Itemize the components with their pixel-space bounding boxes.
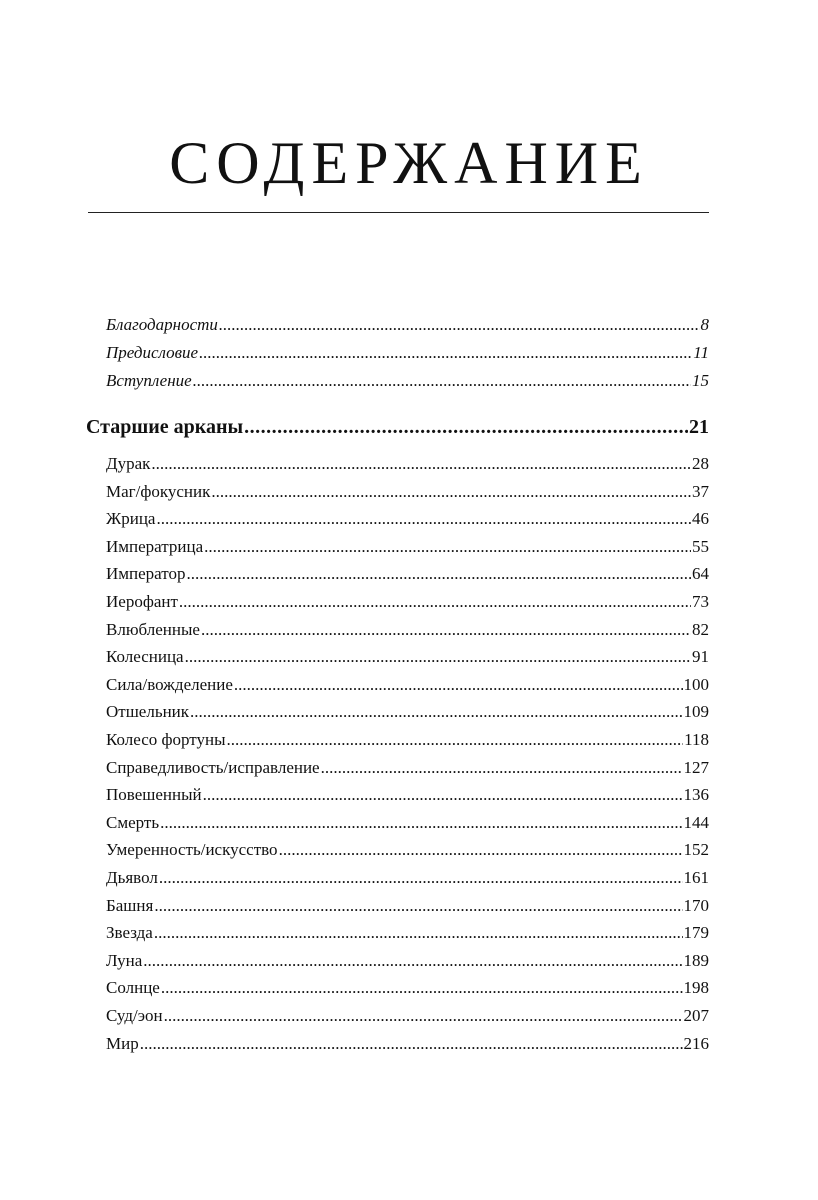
toc-entry-label: Мир [106,1033,139,1053]
dot-leader [204,536,691,558]
toc-entry-arcana[interactable] [106,591,709,613]
toc-entry-label: Императрица [106,536,204,556]
toc-entry-arcana[interactable] [106,757,709,779]
dot-leader [187,563,692,585]
toc-entry-page-number: 207 [683,1006,709,1025]
toc-entry-arcana[interactable] [106,839,709,861]
toc-section-heading[interactable] [86,414,709,440]
toc-entry-arcana[interactable] [106,508,709,530]
toc-entry-label: Справедливость/исправление [106,757,320,777]
toc-entry-page-number: 55 [692,536,709,556]
toc-entry-label: Колесо фортуны [106,730,226,749]
toc-entry-label: Вступление [106,371,192,390]
toc-entry-arcana[interactable] [106,563,709,585]
dot-leader [179,591,691,613]
dot-leader [140,1033,683,1055]
toc-entry-arcana[interactable] [106,922,709,944]
toc-entry-page-number: 109 [683,702,709,722]
toc-entry-page-number: 216 [683,1033,709,1053]
dot-leader [279,839,683,861]
dot-leader [151,453,691,475]
toc-entry-arcana[interactable] [106,453,709,475]
dot-leader [234,674,683,696]
toc-entry-page-number: 118 [684,730,709,749]
toc-entry-page-number: 189 [683,950,709,970]
toc-entry-arcana[interactable] [106,619,709,641]
toc-entry-arcana[interactable] [106,784,709,806]
toc-entry-arcana[interactable] [106,812,709,834]
toc-entry-page-number: 100 [683,674,709,694]
dot-leader [160,812,682,834]
toc-entry-page-number: 91 [692,647,709,667]
toc-entry-page-number: 8 [700,315,709,334]
toc-entry-page-number: 28 [692,454,709,473]
toc-entry-label: Сила/вожделение [106,674,233,694]
toc-entry-arcana[interactable] [106,536,709,558]
dot-leader [201,619,691,641]
dot-leader [321,757,683,779]
toc-entry-page-number: 179 [683,923,709,943]
toc-entry-arcana[interactable] [106,701,709,723]
toc-entry-arcana[interactable] [106,950,709,972]
toc-entry-label: Жрица [106,509,156,529]
toc-entry-label: Башня [106,895,154,915]
toc-entry-label: Колесница [106,647,184,667]
toc-entry-page-number: 82 [692,619,709,639]
toc-entry-page-number: 46 [692,509,709,529]
toc-entry-front-matter[interactable] [106,314,709,336]
toc-entry-front-matter[interactable] [106,370,709,392]
toc-entry-label: Отшельник [106,702,190,722]
toc-entry-label: Солнце [106,978,160,998]
toc-entry-arcana[interactable] [106,1005,709,1027]
toc-entry-label: Влюбленные [106,619,200,639]
dot-leader [185,646,691,668]
dot-leader [159,867,683,889]
toc-entry-arcana[interactable] [106,1033,709,1055]
dot-leader [211,481,691,503]
dot-leader [190,701,682,723]
toc-entry-page-number: 161 [683,868,709,887]
toc-entry-label: Император [106,564,186,584]
toc-entry-label: Маг/фокусник [106,481,211,501]
toc-entry-label: Иерофант [106,592,178,611]
toc-entry-page-number: 136 [683,785,709,805]
toc-entry-label: Звезда [106,923,153,943]
toc-entry-label: Повешенный [106,785,202,805]
dot-leader [219,314,700,336]
dot-leader [203,784,683,806]
toc-entry-front-matter[interactable] [106,342,709,364]
toc-entry-page-number: 144 [683,812,709,832]
dot-leader [193,370,691,392]
toc-entry-arcana[interactable] [106,729,709,751]
toc-entry-label: Суд/эон [106,1006,163,1025]
toc-entry-page-number: 198 [683,978,709,998]
toc-entry-page-number: 64 [692,564,709,584]
toc-entry-page-number: 170 [683,895,709,915]
dot-leader [244,414,688,440]
toc-entry-label: Дурак [106,454,151,473]
toc-entry-arcana[interactable] [106,646,709,668]
toc-entry-label: Старшие арканы [86,416,244,438]
toc-entry-page-number: 11 [693,343,709,362]
toc-entry-label: Луна [106,950,143,970]
toc-entry-label: Дьявол [106,868,158,887]
toc-entry-arcana[interactable] [106,867,709,889]
dot-leader [156,508,691,530]
toc-entry-label: Благодарности [106,315,218,334]
dot-leader [164,1005,683,1027]
toc-entry-page-number: 152 [683,840,709,860]
toc-entry-label: Смерть [106,812,160,832]
dot-leader [161,977,683,999]
dot-leader [143,950,682,972]
dot-leader [199,342,692,364]
toc-entry-arcana[interactable] [106,481,709,503]
toc-entry-page-number: 127 [683,757,709,777]
dot-leader [227,729,684,751]
toc-entry-page-number: 37 [692,481,709,501]
toc-entry-page-number: 21 [689,416,709,438]
toc-entry-label: Умеренность/искусство [106,840,278,860]
toc-entry-page-number: 73 [692,592,709,611]
title-rule [88,212,709,213]
toc-entry-arcana[interactable] [106,674,709,696]
toc-entry-label: Предисловие [106,343,199,362]
dot-leader [154,895,682,917]
page-title: СОДЕРЖАНИЕ [169,130,649,196]
toc-entry-page-number: 15 [692,371,709,390]
toc-entry-arcana[interactable] [106,977,709,999]
toc-entry-arcana[interactable] [106,895,709,917]
dot-leader [154,922,683,944]
